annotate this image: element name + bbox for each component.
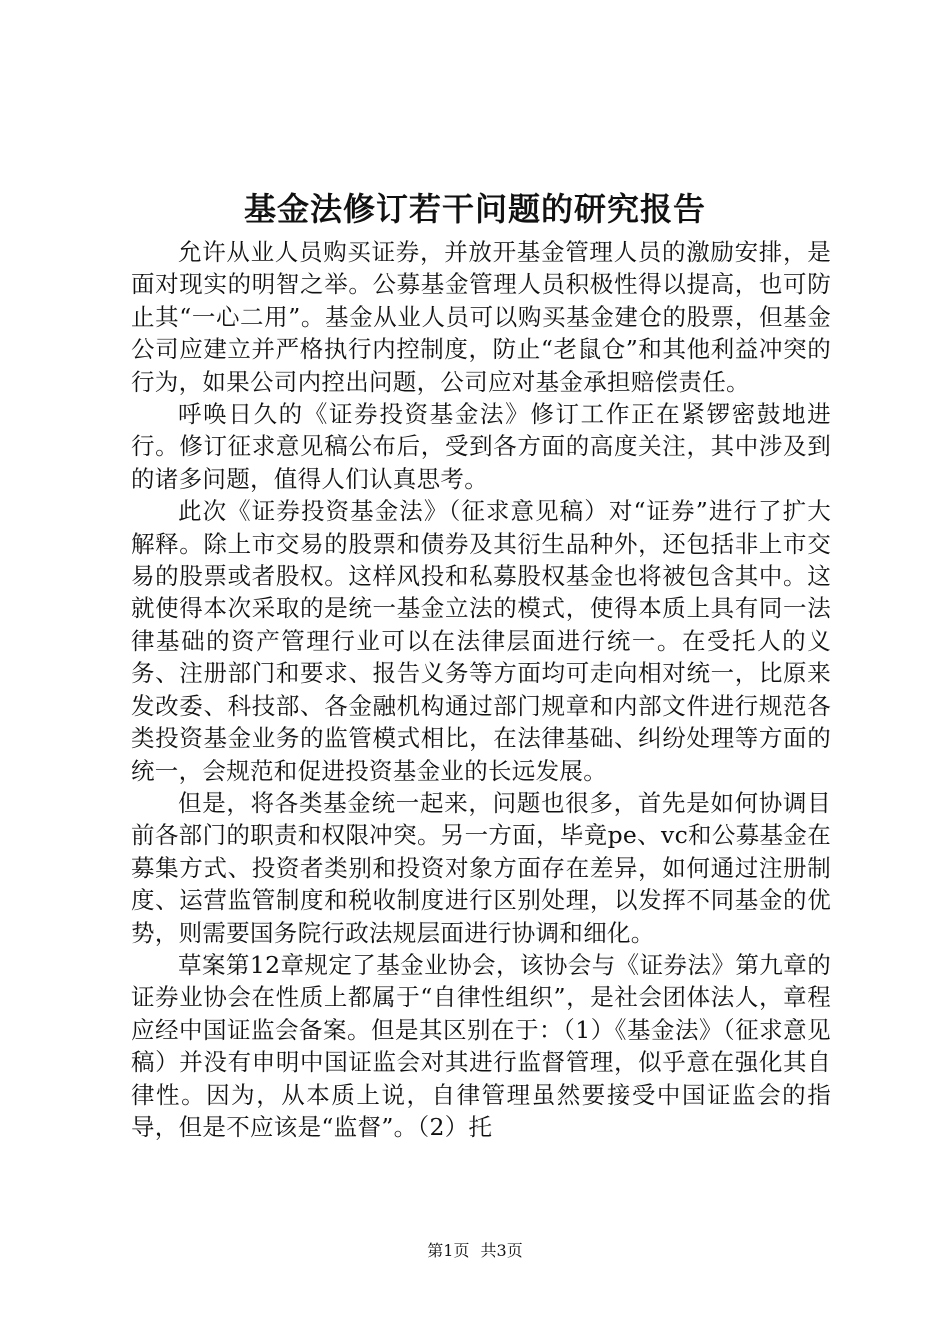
page-total: 共3页 (480, 1241, 523, 1260)
document-body (131, 236, 831, 1143)
paragraph: 呼唤日久的《证券投资基金法》修订工作正在紧锣密鼓地进行。修订征求意见稿公布后，受到各方面的高度关注，其中涉及到的诸多问题，值得人们认真思考。 (131, 400, 831, 493)
document-title: 基金法修订若干问题的研究报告 (243, 190, 706, 228)
paragraph: 草案第12章规定了基金业协会，该协会与《证券法》第九章的证券业协会在性质上都属于“自律性组织”，是社会团体法人，章程应经中国证监会备案。但是其区别在于：（1）《基金法》（征求意见稿）并没有申明中国证监会对其进行监督管理，似乎意在强化其自律性。因为，从本质上说，自律管理虽然要接受中国证监会的指导，但是不应该是“监督”。（2）托 (131, 950, 831, 1141)
paragraph: 但是，将各类基金统一起来，问题也很多，首先是如何协调目前各部门的职责和权限冲突。另一方面，毕竟pe、vc和公募基金在募集方式、投资者类别和投资对象方面存在差异，如何通过注册制度、运营监管制度和税收制度进行区别处理，以发挥不同基金的优势，则需要国务院行政法规层面进行协调和细化。 (131, 788, 831, 947)
page-number: 第1页 (427, 1241, 470, 1260)
page-footer (0, 1240, 950, 1262)
paragraph: 此次《证券投资基金法》（征求意见稿）对“证券”进行了扩大解释。除上市交易的股票和债券及其衍生品种外，还包括非上市交易的股票或者股权。这样风投和私募股权基金也将被包含其中。这就使得本次采取的是统一基金立法的模式，使得本质上具有同一法律基础的资产管理行业可以在法律层面进行统一。在受托人的义务、注册部门和要求、报告义务等方面均可走向相对统一，比原来发改委、科技部、各金融机构通过部门规章和内部文件进行规范各类投资基金业务的监管模式相比，在法律基础、纠纷处理等方面的统一，会规范和促进投资基金业的长远发展。 (131, 497, 831, 785)
paragraph: 允许从业人员购买证券，并放开基金管理人员的激励安排，是面对现实的明智之举。公募基金管理人员积极性得以提高，也可防止其“一心二用”。基金从业人员可以购买基金建仓的股票，但基金公司应建立并严格执行内控制度，防止“老鼠仓”和其他利益冲突的行为，如果公司内控出问题，公司应对基金承担赔偿责任。 (131, 238, 831, 396)
